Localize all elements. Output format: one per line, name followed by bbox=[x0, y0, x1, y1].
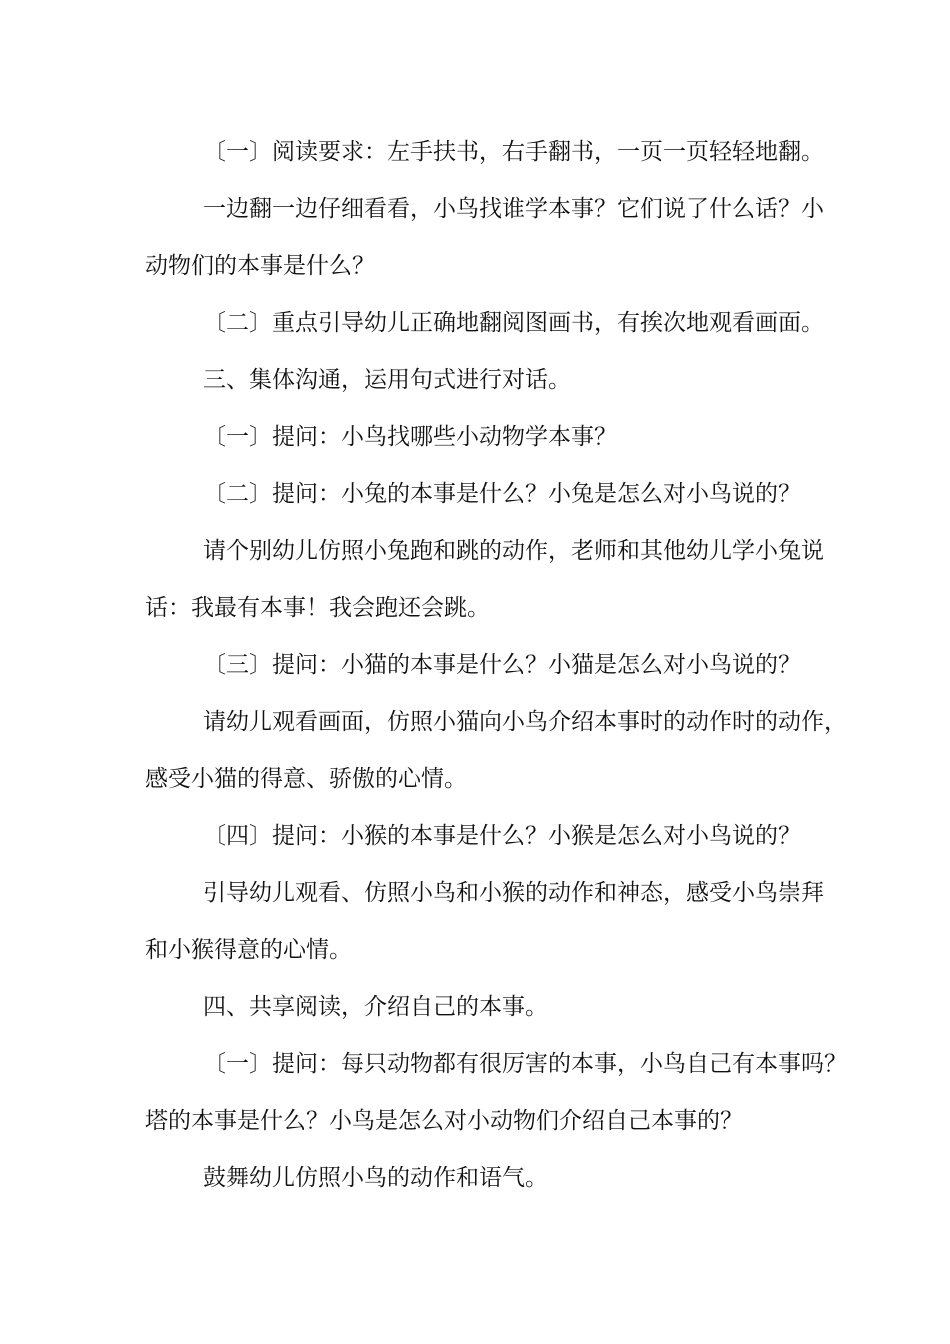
text-line: 鼓舞幼儿仿照小鸟的动作和语气。 bbox=[203, 1165, 548, 1191]
text-line: 〔三〕提问：小猫的本事是什么？小猫是怎么对小鸟说的？ bbox=[203, 652, 801, 678]
text-line: 请个别幼儿仿照小兔跑和跳的动作，老师和其他幼儿学小兔说 bbox=[203, 538, 824, 564]
text-line: 〔一〕提问：每只动物都有很厉害的本事，小鸟自己有本事吗？ bbox=[203, 1051, 847, 1077]
text-line: 一边翻一边仔细看看，小鸟找谁学本事？它们说了什么话？小 bbox=[203, 196, 824, 222]
text-line: 〔一〕提问：小鸟找哪些小动物学本事？ bbox=[203, 424, 617, 450]
text-line: 感受小猫的得意、骄傲的心情。 bbox=[145, 766, 467, 792]
text-line: 〔四〕提问：小猴的本事是什么？小猴是怎么对小鸟说的？ bbox=[203, 823, 801, 849]
section-heading: 四、共享阅读，介绍自己的本事。 bbox=[203, 994, 548, 1020]
section-heading: 三、集体沟通，运用句式进行对话。 bbox=[203, 367, 571, 393]
text-line: 〔二〕重点引导幼儿正确地翻阅图画书，有挨次地观看画面。 bbox=[203, 310, 824, 336]
text-line: 〔一〕阅读要求：左手扶书，右手翻书，一页一页轻轻地翻。 bbox=[203, 139, 824, 165]
text-line: 动物们的本事是什么？ bbox=[145, 253, 375, 279]
text-line: 话：我最有本事！我会跑还会跳。 bbox=[145, 595, 490, 621]
text-line: 〔二〕提问：小兔的本事是什么？小兔是怎么对小鸟说的？ bbox=[203, 481, 801, 507]
text-line: 引导幼儿观看、仿照小鸟和小猴的动作和神态，感受小鸟崇拜 bbox=[203, 880, 824, 906]
text-line: 请幼儿观看画面，仿照小猫向小鸟介绍本事时的动作时的动作， bbox=[203, 709, 847, 735]
text-line: 和小猴得意的心情。 bbox=[145, 937, 352, 963]
text-line: 塔的本事是什么？小鸟是怎么对小动物们介绍自己本事的？ bbox=[145, 1108, 743, 1134]
